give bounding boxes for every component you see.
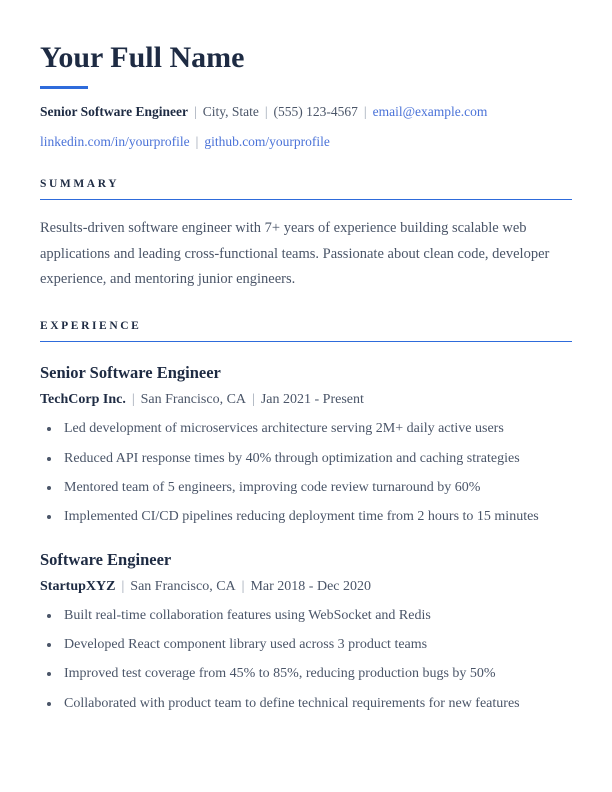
bullet-item: • Developed React component library used across 3 product teams	[61, 634, 572, 656]
summary-text: Results-driven software engineer with 7+ years of experience building scalable web applications and leading cross-functional teams. Passionate about clean code, developer experience, and mentoring junior engineers.	[40, 219, 550, 288]
separator: |	[195, 133, 199, 149]
job-company: StartupXYZ	[40, 578, 116, 594]
job-bullets	[40, 418, 572, 529]
person-name: Your Full Name	[40, 41, 245, 74]
separator: |	[241, 578, 245, 594]
bullet-item: • Mentored team of 5 engineers, improving code review turnaround by 60%	[61, 477, 572, 499]
job-meta	[40, 579, 572, 595]
section-rule	[40, 199, 572, 200]
separator: |	[121, 578, 125, 594]
bullet-item: • Led development of microservices architecture serving 2M+ daily active users	[61, 418, 572, 440]
experience-heading: EXPERIENCE	[40, 320, 142, 333]
bullet-item: • Improved test coverage from 45% to 85%, reducing production bugs by 50%	[61, 663, 572, 685]
contact-job-title: Senior Software Engineer	[40, 104, 188, 119]
job-dates: Jan 2021 - Present	[260, 392, 364, 408]
separator: |	[131, 392, 135, 408]
contact-phone: (555) 123-4567	[273, 104, 358, 119]
job-dates: Mar 2018 - Dec 2020	[250, 578, 372, 594]
section-experience	[40, 320, 572, 715]
job-entry	[40, 550, 572, 716]
section-summary	[40, 178, 572, 293]
job-meta	[40, 392, 572, 408]
contact-line-primary	[40, 104, 572, 121]
separator: |	[252, 392, 255, 408]
accent-bar	[40, 86, 88, 89]
job-title: Senior Software Engineer	[40, 363, 221, 383]
separator: |	[194, 104, 197, 119]
job-title: Software Engineer	[40, 549, 172, 569]
bullet-item: • Built real-time collaboration features using WebSocket and Redis	[61, 605, 572, 627]
bullet-item: • Collaborated with product team to define technical requirements for new features	[61, 693, 572, 715]
job-company: TechCorp Inc.	[40, 392, 126, 408]
job-location: San Francisco, CA	[140, 392, 247, 408]
email-link[interactable]: email@example.com	[372, 104, 488, 119]
summary-heading: SUMMARY	[40, 177, 120, 190]
job-entry	[40, 363, 572, 529]
separator: |	[264, 104, 268, 119]
contact-location: City, State	[202, 104, 259, 119]
linkedin-link[interactable]: linkedin.com/in/yourprofile	[40, 133, 190, 149]
job-bullets	[40, 605, 572, 716]
contact-line-links	[40, 134, 572, 151]
bullet-item: • Implemented CI/CD pipelines reducing deployment time from 2 hours to 15 minutes	[61, 506, 572, 528]
section-rule	[40, 341, 572, 342]
job-location: San Francisco, CA	[130, 578, 236, 594]
github-link[interactable]: github.com/yourprofile	[204, 133, 330, 149]
separator: |	[363, 104, 367, 119]
bullet-item: • Reduced API response times by 40% through optimization and caching strategies	[61, 448, 572, 470]
